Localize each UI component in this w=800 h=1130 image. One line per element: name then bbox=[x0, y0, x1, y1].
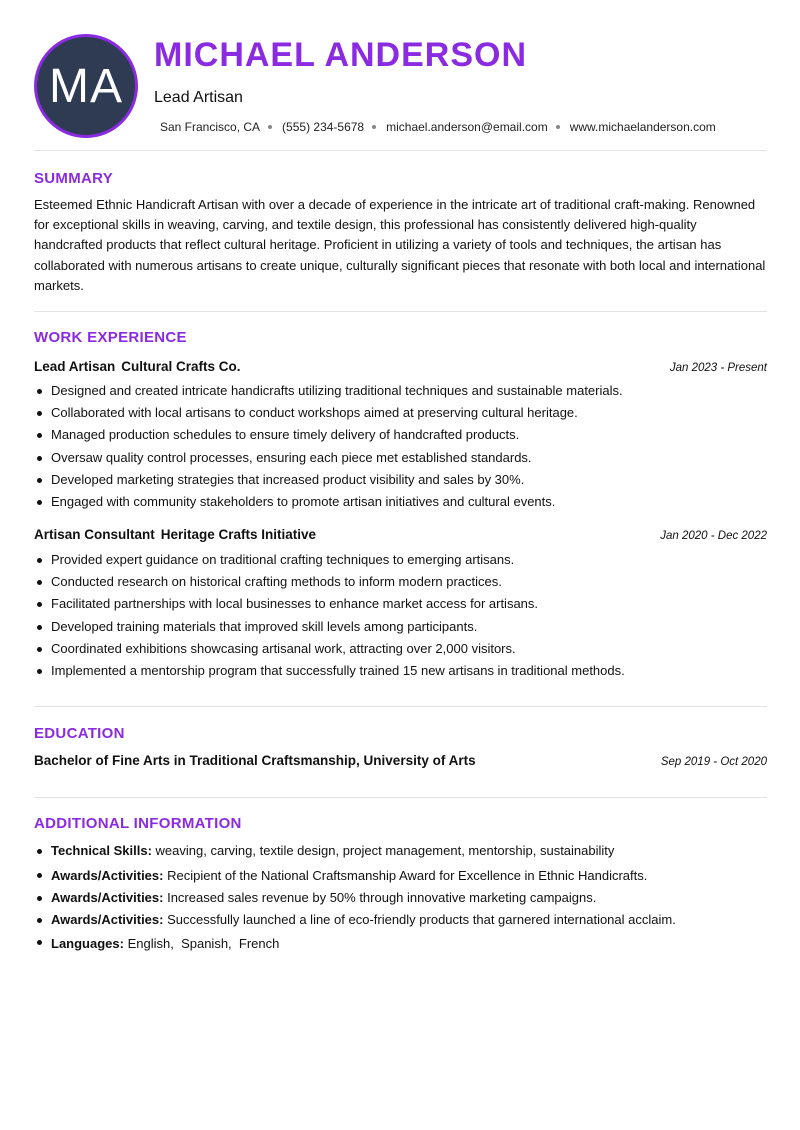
list-item: Managed production schedules to ensure timely delivery of handcrafted products. bbox=[34, 424, 767, 446]
summary-text: Esteemed Ethnic Handicraft Artisan with over a decade of experience in the intricate art of traditional craft-making. Renowned for exceptional skills in weaving, carving, and textile design, this professional has consistently delivered high-quality handcrafted products that reflect cultural heritage. Proficient in utilizing a variety of tools and techniques, the artisan has collaborated with numerous artisans to create unique, culturally significant pieces that resonate with both local and international markets. bbox=[34, 197, 766, 293]
contact-email[interactable]: michael.anderson@email.com bbox=[386, 120, 548, 134]
job-header bbox=[34, 359, 767, 374]
education-degree: Bachelor of Fine Arts in Traditional Craftsmanship, University of Arts bbox=[34, 753, 476, 768]
contact-phone: (555) 234-5678 bbox=[282, 120, 365, 134]
list-item: Engaged with community stakeholders to promote artisan initiatives and cultural events. bbox=[34, 491, 767, 513]
info-text: Increased sales revenue by 50% through innovative marketing campaigns. bbox=[167, 890, 597, 905]
education-heading: EDUCATION bbox=[34, 725, 125, 742]
contact-location: San Francisco, CA bbox=[160, 120, 261, 134]
info-text: weaving, carving, textile design, project management, mentorship, sustainability bbox=[155, 843, 615, 858]
avatar bbox=[34, 34, 138, 138]
separator-dot-icon bbox=[268, 125, 272, 129]
list-item: Designed and created intricate handicrafts utilizing traditional techniques and sustainable materials. bbox=[34, 380, 767, 402]
contact-website[interactable]: www.michaelanderson.com bbox=[569, 120, 716, 134]
info-label: Languages: bbox=[51, 936, 124, 952]
job-bullets bbox=[34, 380, 767, 513]
candidate-name: MICHAEL ANDERSON bbox=[154, 36, 528, 74]
list-item: Collaborated with local artisans to conduct workshops aimed at preserving cultural heritage. bbox=[34, 402, 767, 424]
divider bbox=[34, 797, 767, 798]
job-dates: Jan 2020 - Dec 2022 bbox=[660, 530, 767, 542]
list-item: Facilitated partnerships with local businesses to enhance market access for artisans. bbox=[34, 593, 767, 615]
job-company: Cultural Crafts Co. bbox=[121, 359, 241, 374]
job-position: Artisan Consultant bbox=[34, 527, 155, 542]
separator-dot-icon bbox=[372, 125, 376, 129]
list-item: Coordinated exhibitions showcasing artisanal work, attracting over 2,000 visitors. bbox=[34, 638, 767, 660]
info-text: Recipient of the National Craftsmanship Award for Excellence in Ethnic Handicrafts. bbox=[167, 868, 648, 883]
list-item bbox=[34, 931, 767, 957]
info-label: Technical Skills: bbox=[51, 843, 152, 858]
job-dates: Jan 2023 - Present bbox=[669, 362, 767, 374]
job-company: Heritage Crafts Initiative bbox=[160, 527, 317, 542]
info-label: Awards/Activities: bbox=[51, 912, 164, 928]
divider bbox=[34, 311, 767, 312]
list-item: Provided expert guidance on traditional crafting techniques to emerging artisans. bbox=[34, 549, 767, 571]
contact-line bbox=[160, 120, 716, 134]
additional-info-list bbox=[34, 840, 767, 957]
divider bbox=[34, 150, 767, 151]
info-label: Awards/Activities: bbox=[51, 868, 164, 883]
job-position: Lead Artisan bbox=[34, 359, 116, 374]
job-bullets bbox=[34, 549, 767, 682]
work-experience-heading: WORK EXPERIENCE bbox=[34, 329, 187, 346]
education-entry bbox=[34, 753, 767, 768]
list-item bbox=[34, 864, 767, 887]
job-title bbox=[34, 527, 316, 542]
education-dates: Sep 2019 - Oct 2020 bbox=[660, 756, 767, 768]
list-item: Developed training materials that improved skill levels among participants. bbox=[34, 616, 767, 638]
list-item bbox=[34, 909, 767, 931]
list-item bbox=[34, 887, 767, 909]
avatar-initials: MA bbox=[49, 59, 123, 113]
candidate-role: Lead Artisan bbox=[154, 89, 243, 106]
info-text: English, Spanish, French bbox=[127, 936, 280, 952]
list-item: Conducted research on historical crafting methods to inform modern practices. bbox=[34, 571, 767, 593]
list-item: Implemented a mentorship program that successfully trained 15 new artisans in traditional methods. bbox=[34, 660, 767, 682]
job-header bbox=[34, 527, 767, 542]
additional-info-heading: ADDITIONAL INFORMATION bbox=[34, 815, 242, 832]
list-item: Oversaw quality control processes, ensuring each piece met established standards. bbox=[34, 447, 767, 469]
list-item: Developed marketing strategies that increased product visibility and sales by 30%. bbox=[34, 469, 767, 491]
info-label: Awards/Activities: bbox=[51, 890, 164, 905]
info-text: Successfully launched a line of eco-friendly products that garnered international acclaim. bbox=[167, 912, 676, 928]
list-item bbox=[34, 840, 767, 864]
separator-dot-icon bbox=[556, 125, 560, 129]
summary-heading: SUMMARY bbox=[34, 170, 114, 187]
divider bbox=[34, 706, 767, 707]
job-title bbox=[34, 359, 241, 374]
